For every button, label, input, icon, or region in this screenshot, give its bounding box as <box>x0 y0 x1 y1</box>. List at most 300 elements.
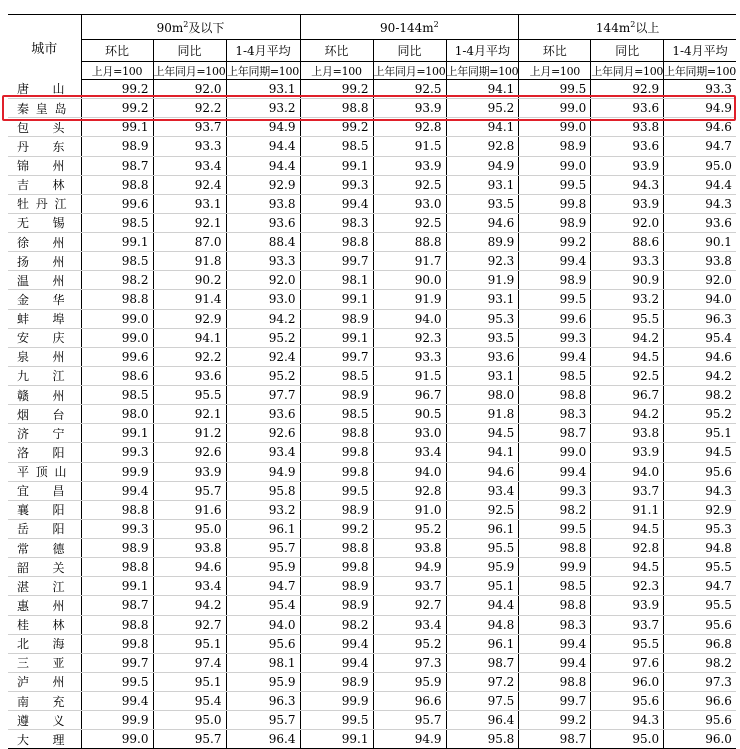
city-char: 蚌 <box>17 312 30 327</box>
value-cell: 94.5 <box>591 558 664 577</box>
value-cell: 93.8 <box>664 252 736 271</box>
city-char: 头 <box>52 120 65 135</box>
value-cell: 94.1 <box>446 80 519 99</box>
value-cell: 99.3 <box>519 328 591 347</box>
city-name <box>8 596 81 615</box>
value-cell: 99.0 <box>519 118 591 137</box>
value-cell: 94.0 <box>664 290 736 309</box>
city-name <box>8 481 81 500</box>
value-cell: 93.0 <box>373 194 446 213</box>
table-row <box>8 175 736 194</box>
value-cell: 99.1 <box>300 156 373 175</box>
base-row <box>8 62 736 80</box>
value-cell: 93.9 <box>373 99 446 118</box>
value-cell: 93.9 <box>373 156 446 175</box>
value-cell: 92.2 <box>153 99 226 118</box>
value-cell: 95.3 <box>664 519 736 538</box>
value-cell: 99.4 <box>519 252 591 271</box>
value-cell: 94.4 <box>446 596 519 615</box>
value-cell: 99.4 <box>81 481 153 500</box>
value-cell: 99.5 <box>300 711 373 730</box>
city-char: 丹 <box>17 139 30 154</box>
table-row <box>8 730 736 749</box>
value-cell: 93.4 <box>373 615 446 634</box>
value-cell: 98.2 <box>519 500 591 519</box>
group-header-over-144: $144m^2$以上 <box>519 15 736 40</box>
value-cell: 98.8 <box>81 175 153 194</box>
value-cell: 92.7 <box>153 615 226 634</box>
city-char: 林 <box>52 178 65 193</box>
value-cell: 95.6 <box>226 634 300 653</box>
value-cell: 91.0 <box>373 500 446 519</box>
value-cell: 93.3 <box>373 347 446 366</box>
value-cell: 93.5 <box>446 194 519 213</box>
city-char: 徐 <box>17 235 30 250</box>
city-name <box>8 290 81 309</box>
value-cell: 95.7 <box>153 481 226 500</box>
value-cell: 96.1 <box>446 634 519 653</box>
value-cell: 92.5 <box>446 500 519 519</box>
city-name <box>8 730 81 749</box>
price-index-table <box>8 14 736 749</box>
city-char: 州 <box>52 598 65 613</box>
value-cell: 97.7 <box>226 386 300 405</box>
city-char: 九 <box>17 369 30 384</box>
table-row <box>8 500 736 519</box>
city-char: 唐 <box>17 82 30 97</box>
city-char: 埠 <box>52 312 65 327</box>
value-cell: 95.5 <box>591 309 664 328</box>
value-cell: 94.4 <box>226 137 300 156</box>
value-cell: 98.9 <box>300 577 373 596</box>
value-cell: 98.8 <box>519 672 591 691</box>
table-row <box>8 424 736 443</box>
base-label: 上年同月=100 <box>153 62 226 80</box>
value-cell: 98.8 <box>300 99 373 118</box>
value-cell: 98.5 <box>519 366 591 385</box>
value-cell: 93.4 <box>446 481 519 500</box>
value-cell: 94.4 <box>664 175 736 194</box>
value-cell: 92.5 <box>373 213 446 232</box>
value-cell: 92.9 <box>664 500 736 519</box>
value-cell: 95.7 <box>226 711 300 730</box>
table-row <box>8 462 736 481</box>
city-char: 宁 <box>52 426 65 441</box>
value-cell: 99.1 <box>81 233 153 252</box>
value-cell: 94.7 <box>664 137 736 156</box>
value-cell: 94.5 <box>591 347 664 366</box>
value-cell: 99.8 <box>300 462 373 481</box>
city-char: 烟 <box>17 407 30 422</box>
value-cell: 95.0 <box>153 519 226 538</box>
value-cell: 93.2 <box>591 290 664 309</box>
value-cell: 92.6 <box>226 424 300 443</box>
city-char: 湛 <box>17 579 30 594</box>
value-cell: 98.8 <box>81 558 153 577</box>
value-cell: 93.9 <box>591 156 664 175</box>
value-cell: 98.5 <box>300 405 373 424</box>
value-cell: 93.1 <box>446 175 519 194</box>
city-name <box>8 386 81 405</box>
city-char: 州 <box>52 388 65 403</box>
table-row <box>8 558 736 577</box>
city-char: 赣 <box>17 388 30 403</box>
value-cell: 92.3 <box>373 328 446 347</box>
city-char: 襄 <box>17 503 30 518</box>
value-cell: 95.7 <box>226 539 300 558</box>
value-cell: 99.1 <box>300 328 373 347</box>
value-cell: 95.2 <box>373 634 446 653</box>
city-char: 遵 <box>17 713 30 728</box>
value-cell: 99.6 <box>81 194 153 213</box>
value-cell: 91.9 <box>446 271 519 290</box>
city-char: 洛 <box>17 445 30 460</box>
value-cell: 98.2 <box>664 386 736 405</box>
value-cell: 99.2 <box>519 711 591 730</box>
value-cell: 94.7 <box>664 577 736 596</box>
value-cell: 98.5 <box>81 252 153 271</box>
value-cell: 99.1 <box>81 118 153 137</box>
city-name <box>8 156 81 175</box>
city-char: 包 <box>17 120 30 135</box>
table-row <box>8 366 736 385</box>
value-cell: 98.7 <box>519 730 591 749</box>
table-row <box>8 252 736 271</box>
value-cell: 92.4 <box>153 175 226 194</box>
city-char: 韶 <box>17 560 30 575</box>
city-name <box>8 672 81 691</box>
city-name <box>8 175 81 194</box>
value-cell: 99.8 <box>519 194 591 213</box>
value-cell: 90.1 <box>664 233 736 252</box>
value-cell: 99.1 <box>81 577 153 596</box>
value-cell: 93.3 <box>591 252 664 271</box>
table-header <box>8 15 736 80</box>
value-cell: 95.1 <box>664 424 736 443</box>
value-cell: 93.4 <box>153 577 226 596</box>
city-name <box>8 500 81 519</box>
value-cell: 95.6 <box>664 711 736 730</box>
value-cell: 92.8 <box>591 539 664 558</box>
value-cell: 92.2 <box>153 347 226 366</box>
value-cell: 94.9 <box>373 730 446 749</box>
value-cell: 96.6 <box>373 692 446 711</box>
value-cell: 95.1 <box>153 672 226 691</box>
city-char: 惠 <box>17 598 30 613</box>
value-cell: 93.7 <box>591 481 664 500</box>
city-char: 山 <box>54 465 67 480</box>
value-cell: 96.7 <box>591 386 664 405</box>
value-cell: 92.0 <box>226 271 300 290</box>
value-cell: 99.3 <box>519 481 591 500</box>
value-cell: 90.5 <box>373 405 446 424</box>
value-cell: 98.9 <box>519 137 591 156</box>
value-cell: 95.3 <box>446 309 519 328</box>
value-cell: 93.7 <box>373 577 446 596</box>
value-cell: 93.5 <box>446 328 519 347</box>
city-char: 皇 <box>35 101 48 116</box>
city-name <box>8 213 81 232</box>
value-cell: 92.6 <box>153 443 226 462</box>
subheader-avg: 1-4月平均 <box>664 40 736 62</box>
value-cell: 91.7 <box>373 252 446 271</box>
value-cell: 99.2 <box>300 118 373 137</box>
value-cell: 96.6 <box>664 692 736 711</box>
value-cell: 95.4 <box>226 596 300 615</box>
value-cell: 98.5 <box>81 386 153 405</box>
table-row <box>8 386 736 405</box>
value-cell: 93.4 <box>153 156 226 175</box>
city-char: 丹 <box>35 197 48 212</box>
value-cell: 97.5 <box>446 692 519 711</box>
table-row <box>8 711 736 730</box>
value-cell: 99.9 <box>81 462 153 481</box>
value-cell: 94.5 <box>591 519 664 538</box>
city-char: 阳 <box>52 503 65 518</box>
value-cell: 93.2 <box>226 500 300 519</box>
value-cell: 93.7 <box>153 118 226 137</box>
value-cell: 95.5 <box>153 386 226 405</box>
subheader-qoq: 环比 <box>519 40 591 62</box>
value-cell: 91.5 <box>373 366 446 385</box>
value-cell: 99.4 <box>81 692 153 711</box>
value-cell: 94.2 <box>664 366 736 385</box>
table-row <box>8 213 736 232</box>
value-cell: 95.2 <box>373 519 446 538</box>
base-label: 上月=100 <box>300 62 373 80</box>
table-row <box>8 156 736 175</box>
value-cell: 96.1 <box>446 519 519 538</box>
value-cell: 94.3 <box>591 711 664 730</box>
city-char: 泸 <box>17 675 30 690</box>
value-cell: 99.4 <box>519 462 591 481</box>
value-cell: 93.1 <box>446 290 519 309</box>
city-name <box>8 405 81 424</box>
value-cell: 98.5 <box>81 213 153 232</box>
value-cell: 92.5 <box>373 175 446 194</box>
value-cell: 98.9 <box>300 672 373 691</box>
value-cell: 94.0 <box>373 309 446 328</box>
value-cell: 98.1 <box>226 653 300 672</box>
city-char: 锡 <box>52 216 65 231</box>
value-cell: 93.7 <box>591 615 664 634</box>
value-cell: 92.1 <box>153 405 226 424</box>
value-cell: 95.1 <box>153 634 226 653</box>
value-cell: 88.4 <box>226 233 300 252</box>
city-char: 江 <box>52 369 65 384</box>
city-char: 温 <box>17 273 30 288</box>
city-name <box>8 519 81 538</box>
value-cell: 90.2 <box>153 271 226 290</box>
city-char: 大 <box>17 732 30 747</box>
value-cell: 94.1 <box>446 443 519 462</box>
value-cell: 95.1 <box>446 577 519 596</box>
city-char: 三 <box>17 656 30 671</box>
city-char: 江 <box>54 197 67 212</box>
value-cell: 92.8 <box>373 118 446 137</box>
city-char: 州 <box>52 235 65 250</box>
city-char: 秦 <box>17 101 30 116</box>
value-cell: 93.6 <box>446 347 519 366</box>
value-cell: 98.8 <box>519 539 591 558</box>
value-cell: 91.4 <box>153 290 226 309</box>
value-cell: 94.5 <box>664 443 736 462</box>
value-cell: 94.2 <box>591 328 664 347</box>
value-cell: 98.7 <box>519 424 591 443</box>
value-cell: 98.9 <box>300 386 373 405</box>
value-cell: 99.2 <box>81 80 153 99</box>
value-cell: 94.8 <box>664 539 736 558</box>
value-cell: 96.4 <box>446 711 519 730</box>
value-cell: 93.8 <box>153 539 226 558</box>
city-char: 牡 <box>17 197 30 212</box>
value-cell: 94.5 <box>446 424 519 443</box>
value-cell: 98.6 <box>81 366 153 385</box>
value-cell: 95.2 <box>446 99 519 118</box>
city-char: 桂 <box>17 618 30 633</box>
city-char: 山 <box>52 82 65 97</box>
city-char: 阳 <box>52 445 65 460</box>
value-cell: 94.9 <box>226 118 300 137</box>
value-cell: 93.6 <box>153 366 226 385</box>
value-cell: 95.2 <box>664 405 736 424</box>
value-cell: 93.4 <box>226 443 300 462</box>
value-cell: 95.9 <box>446 558 519 577</box>
value-cell: 93.9 <box>591 596 664 615</box>
value-cell: 96.3 <box>226 692 300 711</box>
city-name <box>8 462 81 481</box>
value-cell: 95.0 <box>591 730 664 749</box>
city-char: 东 <box>52 139 65 154</box>
city-name <box>8 309 81 328</box>
city-char: 北 <box>17 637 30 652</box>
value-cell: 99.4 <box>519 653 591 672</box>
city-char: 州 <box>52 159 65 174</box>
value-cell: 98.9 <box>300 596 373 615</box>
table-row <box>8 194 736 213</box>
table-row <box>8 577 736 596</box>
value-cell: 91.6 <box>153 500 226 519</box>
value-cell: 98.2 <box>300 615 373 634</box>
value-cell: 93.1 <box>226 80 300 99</box>
value-cell: 95.8 <box>226 481 300 500</box>
value-cell: 94.6 <box>664 118 736 137</box>
city-name <box>8 347 81 366</box>
city-char: 理 <box>52 732 65 747</box>
value-cell: 94.7 <box>226 577 300 596</box>
city-name <box>8 692 81 711</box>
value-cell: 93.2 <box>226 99 300 118</box>
city-char: 扬 <box>17 254 30 269</box>
city-char: 华 <box>52 292 65 307</box>
value-cell: 93.8 <box>226 194 300 213</box>
city-char: 平 <box>17 465 30 480</box>
value-cell: 99.2 <box>300 519 373 538</box>
city-char: 充 <box>52 694 65 709</box>
base-label: 上年同月=100 <box>591 62 664 80</box>
city-char: 阳 <box>52 522 65 537</box>
value-cell: 98.5 <box>300 366 373 385</box>
value-cell: 96.0 <box>591 672 664 691</box>
value-cell: 92.8 <box>446 137 519 156</box>
value-cell: 95.0 <box>153 711 226 730</box>
value-cell: 94.0 <box>373 462 446 481</box>
city-char: 州 <box>52 273 65 288</box>
value-cell: 98.8 <box>519 596 591 615</box>
value-cell: 93.3 <box>226 252 300 271</box>
value-cell: 98.9 <box>300 500 373 519</box>
value-cell: 93.3 <box>153 137 226 156</box>
value-cell: 99.5 <box>519 80 591 99</box>
value-cell: 92.5 <box>591 366 664 385</box>
value-cell: 93.1 <box>153 194 226 213</box>
city-char: 岛 <box>54 101 67 116</box>
value-cell: 96.7 <box>373 386 446 405</box>
value-cell: 95.2 <box>226 366 300 385</box>
value-cell: 94.0 <box>226 615 300 634</box>
value-cell: 99.4 <box>519 634 591 653</box>
city-name <box>8 366 81 385</box>
value-cell: 96.3 <box>664 309 736 328</box>
value-cell: 93.6 <box>226 405 300 424</box>
value-cell: 99.8 <box>81 634 153 653</box>
group-header-under-90: $90m^2$及以下 <box>81 15 300 40</box>
city-char: 济 <box>17 426 30 441</box>
value-cell: 99.2 <box>300 80 373 99</box>
value-cell: 99.3 <box>300 175 373 194</box>
value-cell: 99.4 <box>300 653 373 672</box>
value-cell: 98.3 <box>519 405 591 424</box>
value-cell: 95.9 <box>373 672 446 691</box>
value-cell: 92.3 <box>446 252 519 271</box>
value-cell: 98.8 <box>81 290 153 309</box>
value-cell: 98.9 <box>81 137 153 156</box>
value-cell: 98.0 <box>446 386 519 405</box>
subheader-avg: 1-4月平均 <box>226 40 300 62</box>
value-cell: 99.9 <box>81 711 153 730</box>
table-row <box>8 290 736 309</box>
city-name <box>8 443 81 462</box>
value-cell: 88.8 <box>373 233 446 252</box>
value-cell: 94.6 <box>153 558 226 577</box>
table-row <box>8 481 736 500</box>
value-cell: 92.8 <box>373 481 446 500</box>
value-cell: 99.0 <box>81 328 153 347</box>
value-cell: 97.6 <box>591 653 664 672</box>
value-cell: 98.8 <box>300 233 373 252</box>
table-body <box>8 80 736 749</box>
value-cell: 96.4 <box>226 730 300 749</box>
city-name <box>8 271 81 290</box>
value-cell: 95.6 <box>664 462 736 481</box>
value-cell: 97.3 <box>664 672 736 691</box>
table-row <box>8 596 736 615</box>
value-cell: 94.9 <box>226 462 300 481</box>
table-row <box>8 653 736 672</box>
city-char: 昌 <box>52 484 65 499</box>
value-cell: 99.5 <box>81 672 153 691</box>
value-cell: 92.9 <box>153 309 226 328</box>
value-cell: 93.9 <box>153 462 226 481</box>
value-cell: 93.3 <box>664 80 736 99</box>
subheader-row <box>8 40 736 62</box>
city-char: 林 <box>52 618 65 633</box>
value-cell: 95.5 <box>446 539 519 558</box>
city-char: 亚 <box>52 656 65 671</box>
city-char: 泉 <box>17 350 30 365</box>
value-cell: 95.9 <box>226 558 300 577</box>
value-cell: 94.6 <box>664 347 736 366</box>
